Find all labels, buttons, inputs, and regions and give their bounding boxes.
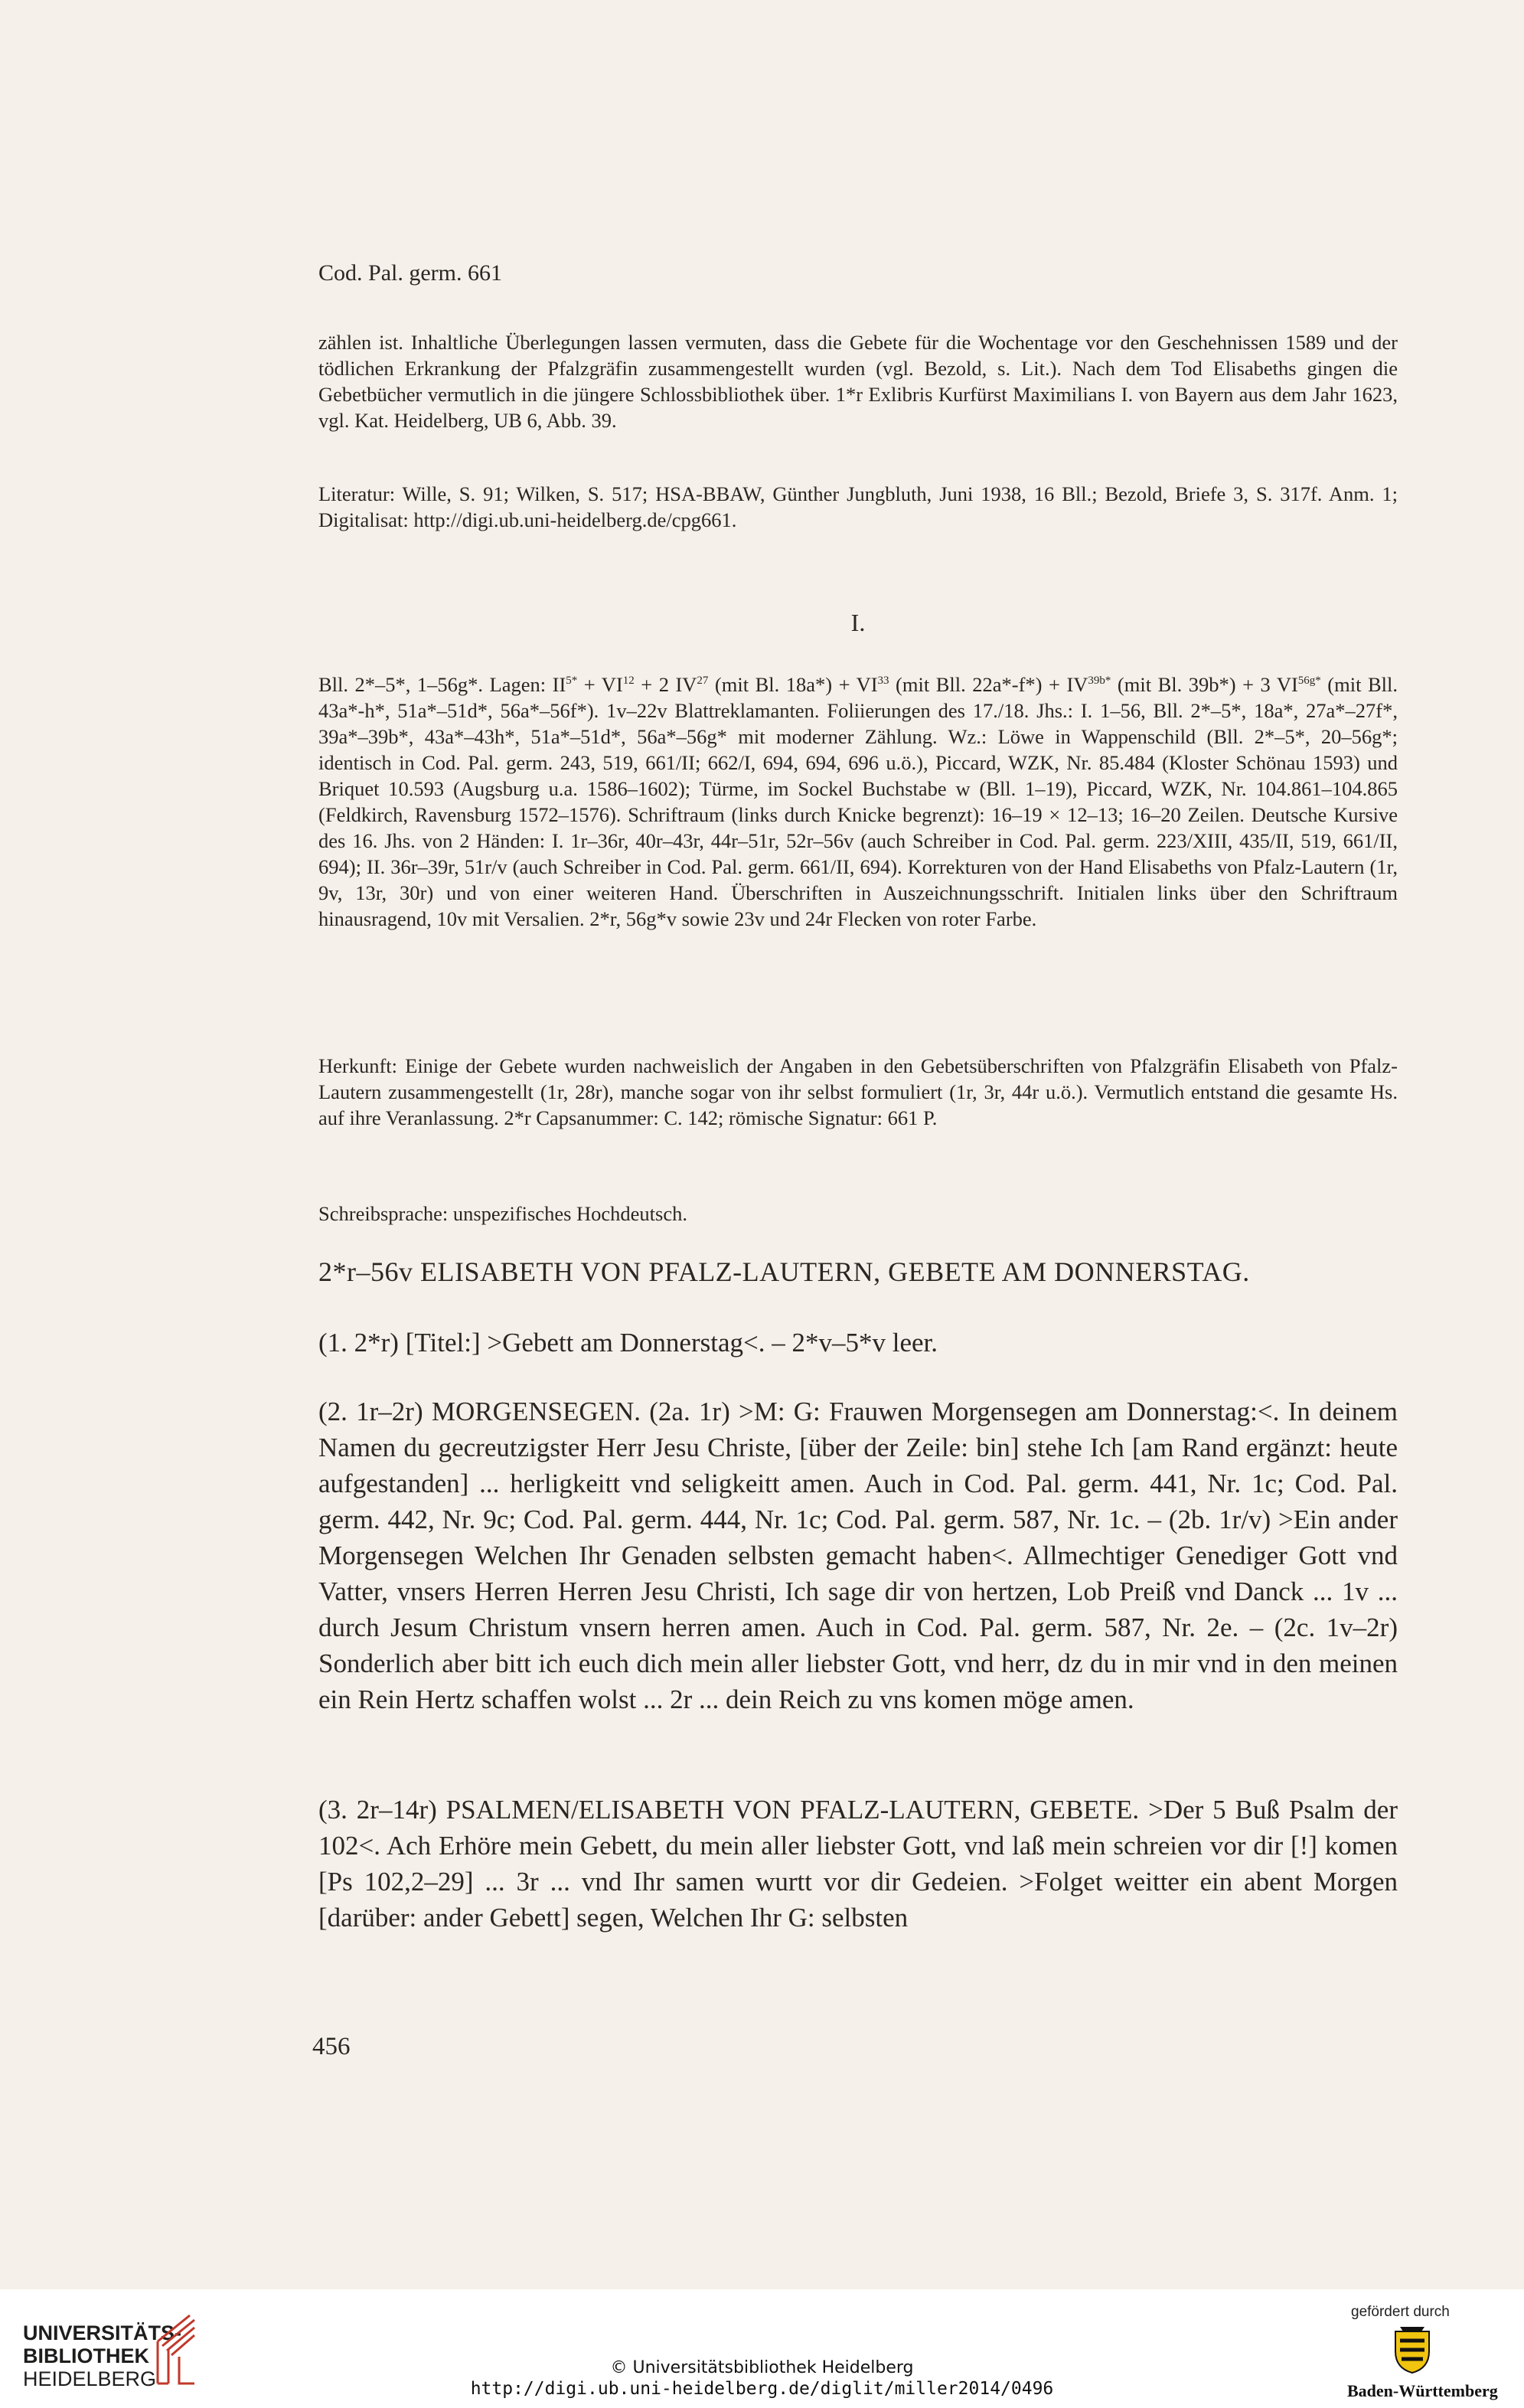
entry-3: (3. 2r–14r) PSALMEN/ELISABETH VON PFALZ-LAUTERN, GEBETE. >Der 5 Buß Psalm der 102<. Ach Erhöre mein Gebett, du mein aller liebster Gott, vnd laß mein schreien vor dir [!] komen [Ps 102,2–29] ... 3r ... vnd Ihr samen wurtt vor dir Gedeien. >Folget weitter ein abent Morgen [darüber: ander Gebett] segen, Welchen Ihr G: selbsten <box>318 1795 1398 1933</box>
permalink[interactable]: http://digi.ub.uni-heidelberg.de/diglit/miller2014/0496 <box>470 2379 1054 2399</box>
section-numeral: I. <box>850 609 866 636</box>
page-number: 456 <box>312 2033 351 2060</box>
funded-by-label: gefördert durch <box>1351 2304 1450 2320</box>
paragraph-literatur: Literatur: Wille, S. 91; Wilken, S. 517; HSA-BBAW, Günther Jungbluth, Juni 1938, 16 Bll.; Bezold, Briefe 3, S. 317f. Anm. 1; Digitalisat: http://digi.ub.uni-heidelberg.de/cpg661. <box>318 482 1398 531</box>
state-name: Baden-Württemberg <box>1347 2381 1498 2400</box>
entry-1: (1. 2*r) [Titel:] >Gebett am Donnerstag<. – 2*v–5*v leer. <box>318 1328 938 1358</box>
coat-of-arms-icon <box>1389 2324 1435 2378</box>
section-heading: 2*r–56v ELISABETH VON PFALZ-LAUTERN, GEBETE AM DONNERSTAG. <box>318 1256 1250 1287</box>
copyright-text: © Universitätsbibliothek Heidelberg <box>610 2358 914 2377</box>
library-name-line-2: BIBLIOTHEK <box>23 2344 149 2367</box>
paragraph-codicology: Bll. 2*–5*, 1–56g*. Lagen: $II^{5*} + VI^{12} + 2$ IV$^{27}$ (mit Bl. $18a*) + VI^{33}$ (mit Bll. $22a*-f*) + IV^{39b*}$ (mit Bl. 39b*) + 3 $VI^{56g*}$ (mit Bll. 43a*-h*, 51a*–51d*, 56a*–56f*). 1v–22v Blattreklamanten. Foliierungen des 17./18. Jhs.: I. 1–56, Bll. 2*–5*, 18a*, 27a*–27f*, 39a*–39b*, 43a*–43h*, 51a*–51d*, 56a*–56g* mit moderner Zählung. Wz.: Löwe in Wappenschild (Bll. 2*–5*, 20–56g*; identisch in Cod. Pal. germ. 243, 519, 661/II; 662/I, 694, 694, 696 u.ö.), Piccard, WZK, Nr. 85.484 (Kloster Schönau 1593) und Briquet 10.593 (Augsburg u.a. 1586–1602); Türme, im Sockel Buchstabe w (Bll. 1–19), Piccard, WZK, Nr. 104.861–104.865 (Feldkirch, Ravensburg 1572–1576). Schriftraum (links durch Knicke begrenzt): 16–19 × 12–13; 16–20 Zeilen. Deutsche Kursive des 16. Jhs. von 2 Händen: I. 1r–36r, 40r–43r, 44r–51r, 52r–56v (auch Schreiber in Cod. Pal. germ. 223/XIII, 435/II, 519, 661/II, 694); II. 36r–39r, 51r/v (auch Schreiber in Cod. Pal. germ. 661/II, 694). Korrekturen von der Hand Elisabeths von Pfalz-Lautern (1r, 9v, 13r, 30r) und von einer weiteren Hand. Überschriften in Auszeichnungsschrift. Initialen links über den Schriftraum hinausragend, 10v mit Versalien. 2*r, 56g*v sowie 23v und 24r Flecken von roter Farbe. <box>318 672 1398 930</box>
running-title: Cod. Pal. germ. 661 <box>318 260 502 286</box>
paragraph-schreibsprache: Schreibsprache: unspezifisches Hochdeutsch. <box>318 1202 687 1225</box>
library-name-line-3: HEIDELBERG <box>23 2367 157 2390</box>
paragraph-intro: zählen ist. Inhaltliche Überlegungen lassen vermuten, dass die Gebete für die Wochentage vor den Geschehnissen 1589 und der tödlichen Erkrankung der Pfalzgräfin zusammengestellt wurden (vgl. Bezold, s. Lit.). Nach dem Tod Elisabeths gingen die Gebetbücher vermutlich in die jüngere Schlossbibliothek über. 1*r Exlibris Kurfürst Maximilians I. von Bayern aus dem Jahr 1623, vgl. Kat. Heidelberg, UB 6, Abb. 39. <box>318 331 1398 432</box>
paragraph-herkunft: Herkunft: Einige der Gebete wurden nachweislich der Angaben in den Gebetsüberschriften von Pfalzgräfin Elisabeth von Pfalz-Lautern zusammengestellt (1r, 28r), manche sogar von ihr selbst formuliert (1r, 3r, 44r u.ö.). Vermutlich entstand die gesamte Hs. auf ihre Veranlassung. 2*r Capsanummer: C. 142; römische Signatur: 661 P. <box>318 1054 1398 1129</box>
entry-2: (2. 1r–2r) MORGENSEGEN. (2a. 1r) >M: G: Frauwen Morgensegen am Donnerstag:<. In deinem Namen du gecreutzigster Herr Jesu Christe, [über der Zeile: bin] stehe Ich [am Rand ergänzt: heute aufgestanden] ... herligkeitt vnd seligkeitt amen. Auch in Cod. Pal. germ. 441, Nr. 1c; Cod. Pal. germ. 442, Nr. 9c; Cod. Pal. germ. 444, Nr. 1c; Cod. Pal. germ. 587, Nr. 1c. – (2b. 1r/v) >Ein ander Morgensegen Welchen Ihr Genaden selbsten gemacht haben<. Allmechtiger Genediger Gott vnd Vatter, vnsers Herren Herren Jesu Christi, Ich sage dir von hertzen, Lob Preiß vnd Danck ... 1v ... durch Jesum Christum vnsern herren amen. Auch in Cod. Pal. germ. 587, Nr. 2e. – (2c. 1v–2r) Sonderlich aber bitt ich euch dich mein aller liebster Gott, vnd herr, dz du in mir vnd in den meinen ein Rein Hertz schaffen wolst ... 2r ... dein Reich zu vns komen möge amen. <box>318 1397 1398 1714</box>
library-name-line-1: UNIVERSITÄTS- <box>23 2321 182 2344</box>
